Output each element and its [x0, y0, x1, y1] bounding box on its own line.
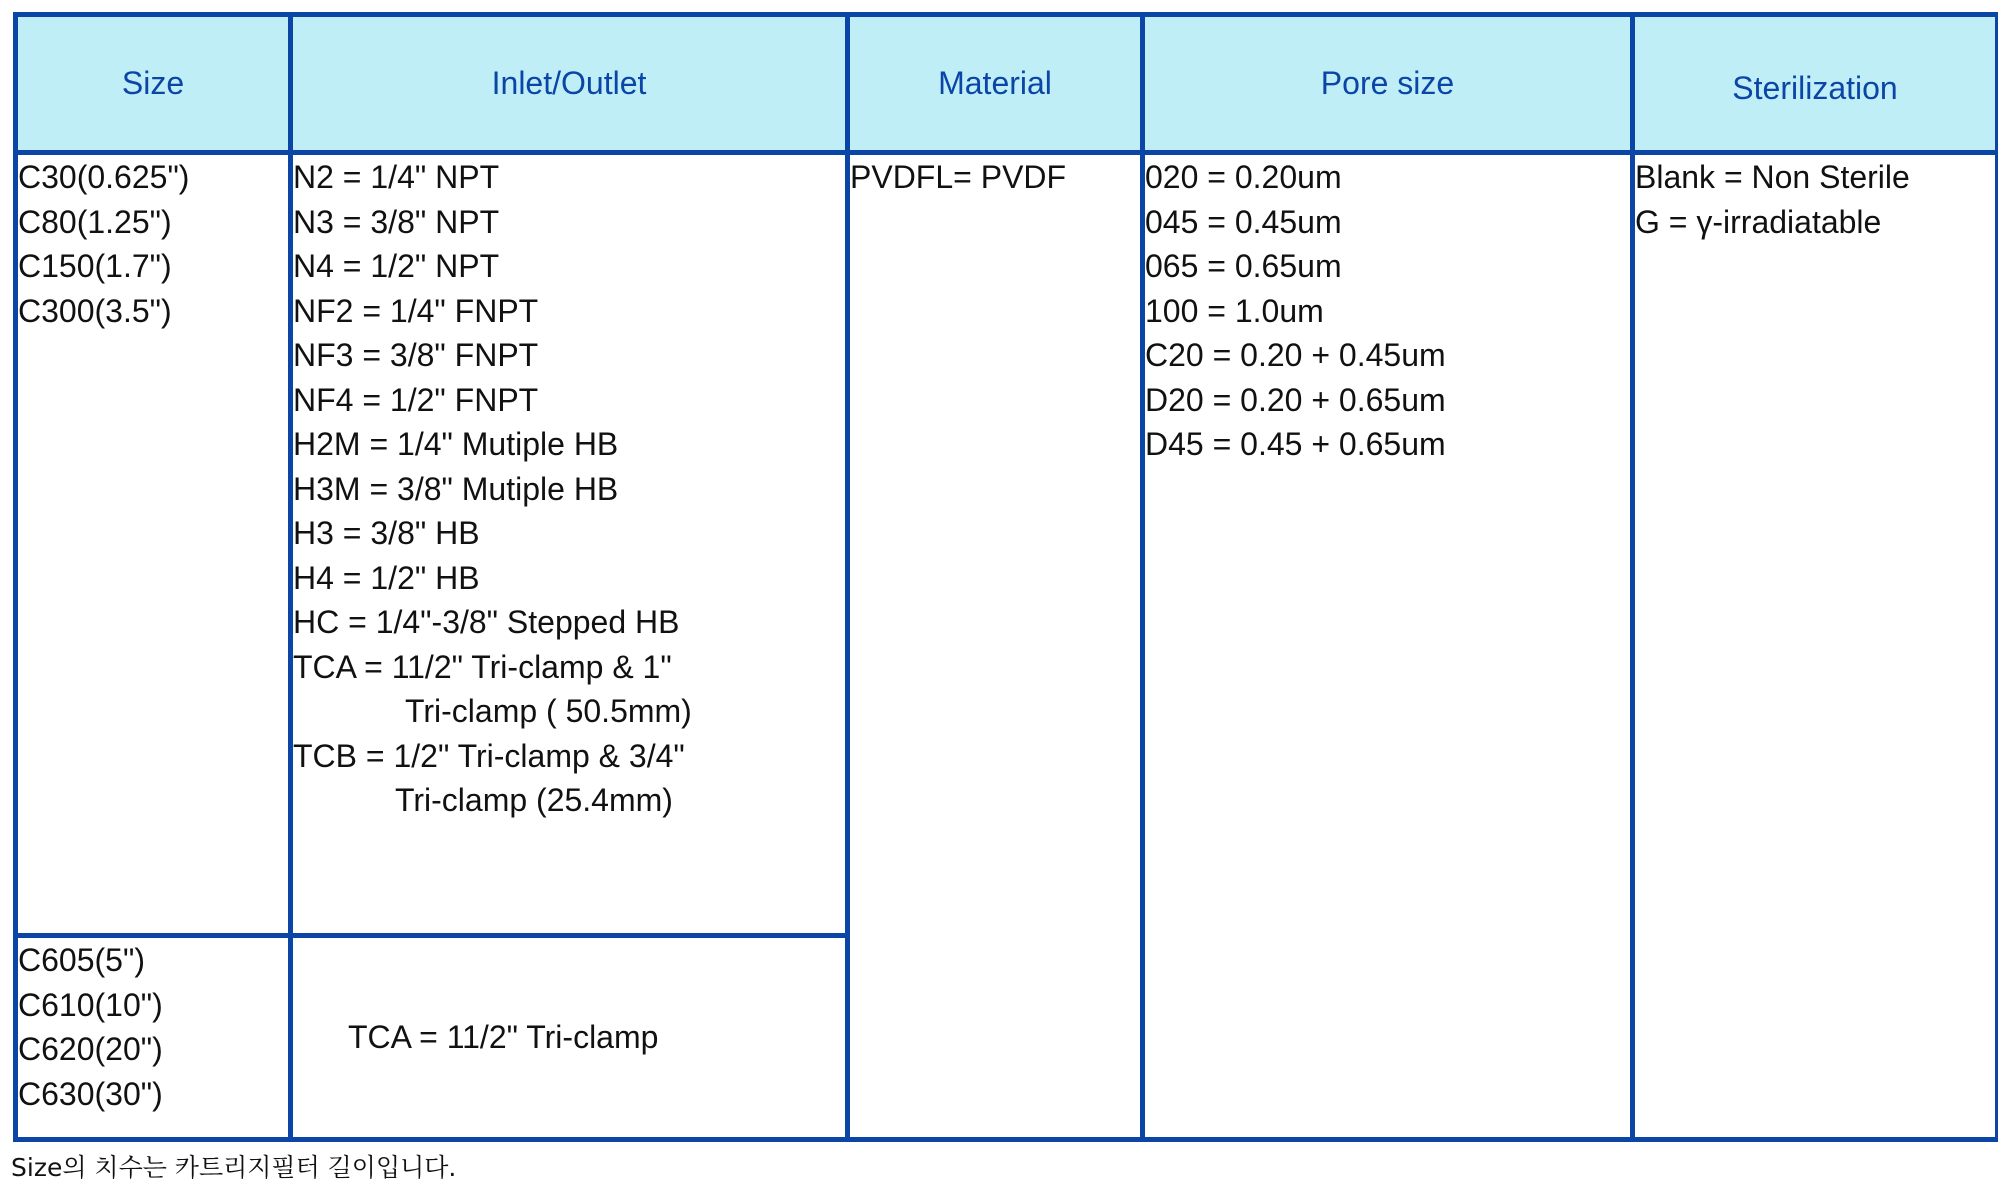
header-row — [16, 15, 1998, 153]
pore-size-item: D20 = 0.20 + 0.65um — [1145, 381, 1446, 418]
inlet-item: HC = 1/4"-3/8" Stepped HB — [293, 604, 680, 640]
header-size: Size — [16, 15, 291, 153]
size-item: C150(1.7") — [18, 248, 172, 284]
inlet-item: NF3 = 3/8" FNPT — [293, 337, 539, 373]
pore-size-item: D45 = 0.45 + 0.65um — [1145, 426, 1446, 462]
pore-size-cell — [1143, 153, 1633, 1140]
pore-size-item: 065 = 0.65um — [1145, 248, 1342, 284]
inlet-item: N4 = 1/2" NPT — [293, 248, 500, 284]
header-material: Material — [848, 15, 1143, 153]
inlet-item: TCA = 11/2" Tri-clamp — [348, 1019, 659, 1056]
inlet-cell-group-2 — [291, 936, 848, 1140]
size-item: C80(1.25") — [18, 203, 172, 240]
inlet-item: H4 = 1/2" HB — [293, 559, 480, 596]
sterilization-item: G = γ-irradiatable — [1635, 203, 1882, 240]
pore-size-item: C20 = 0.20 + 0.45um — [1145, 337, 1446, 373]
inlet-item-continuation: Tri-clamp (25.4mm) — [395, 782, 673, 818]
pore-size-item: 100 = 1.0um — [1145, 292, 1324, 329]
size-item: C630(30") — [18, 1075, 163, 1112]
size-item: C30(0.625") — [18, 159, 190, 195]
size-cell-group-1 — [16, 153, 291, 936]
inlet-item: H2M = 1/4" Mutiple HB — [293, 426, 619, 462]
inlet-item: N3 = 3/8" NPT — [293, 203, 500, 240]
sterilization-cell — [1633, 153, 1998, 1140]
header-pore-size: Pore size — [1143, 15, 1633, 153]
size-item: C300(3.5") — [18, 292, 172, 329]
material-cell — [848, 153, 1143, 1140]
size-item: C610(10") — [18, 986, 163, 1023]
pore-size-item: 045 = 0.45um — [1145, 203, 1342, 240]
header-inlet-outlet: Inlet/Outlet — [291, 15, 848, 153]
spec-table — [13, 12, 1998, 1142]
inlet-item: NF2 = 1/4" FNPT — [293, 292, 539, 329]
inlet-cell-group-1 — [291, 153, 848, 936]
header-sterilization: Sterilization — [1633, 15, 1998, 153]
inlet-item: NF4 = 1/2" FNPT — [293, 381, 539, 418]
inlet-item: H3 = 3/8" HB — [293, 515, 480, 551]
inlet-item: H3M = 3/8" Mutiple HB — [293, 470, 619, 507]
table-row — [16, 153, 1998, 936]
size-item: C605(5") — [18, 942, 145, 978]
size-item: C620(20") — [18, 1031, 163, 1067]
inlet-item: N2 = 1/4" NPT — [293, 159, 500, 195]
inlet-item-continuation: Tri-clamp ( 50.5mm) — [405, 693, 692, 729]
sterilization-item: Blank = Non Sterile — [1635, 159, 1910, 195]
size-cell-group-2 — [16, 936, 291, 1140]
inlet-item: TCA = 11/2" Tri-clamp & 1" — [293, 648, 672, 685]
footnote: Size의 치수는 카트리지필터 길이입니다. — [11, 1153, 457, 1182]
material-item: PVDFL= PVDF — [850, 159, 1067, 195]
inlet-item: TCB = 1/2" Tri-clamp & 3/4" — [293, 737, 685, 774]
pore-size-item: 020 = 0.20um — [1145, 159, 1342, 195]
